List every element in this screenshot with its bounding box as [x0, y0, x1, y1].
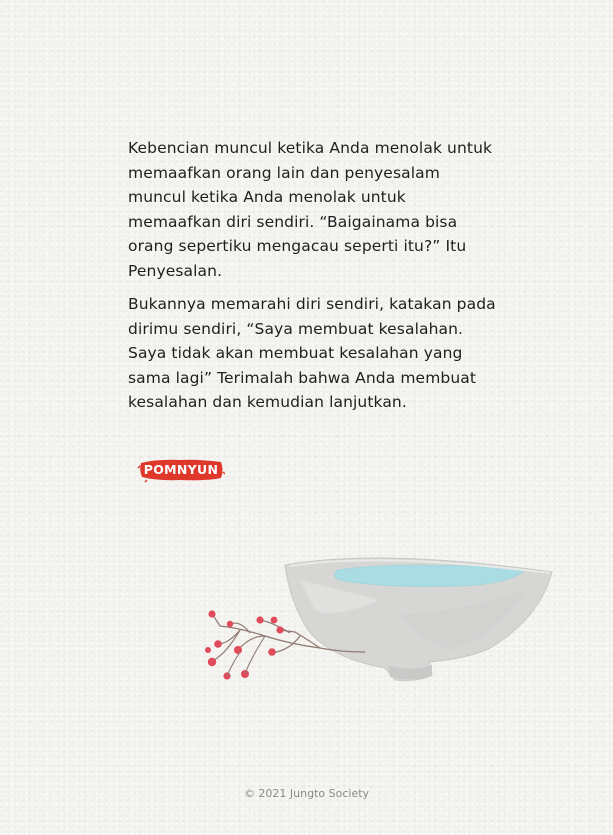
copyright-footer: © 2021 Jungto Society: [243, 787, 370, 800]
signature-text: POMNYUN: [143, 462, 219, 477]
bowl-illustration: [180, 540, 570, 700]
quote-paragraph-1: Kebencian muncul ketika Anda menolak untuk memaafkan orang lain dan penyesalam muncul ketika Anda menolak untuk memaafkan diri sendiri. “Baigainama bisa orang sepertiku mengacau seperti itu?” Itu Penyesalan.: [128, 139, 493, 280]
quote-text: [128, 136, 508, 424]
quote-paragraph-2: Bukannya memarahi diri sendiri, katakan pada dirimu sendiri, “Saya membuat kesalahan. Saya tidak akan membuat kesalahan yang sama lagi” Terimalah bahwa Anda membuat kesalahan dan kemudian lanjutkan.: [128, 295, 496, 411]
signature-seal: [137, 457, 225, 483]
